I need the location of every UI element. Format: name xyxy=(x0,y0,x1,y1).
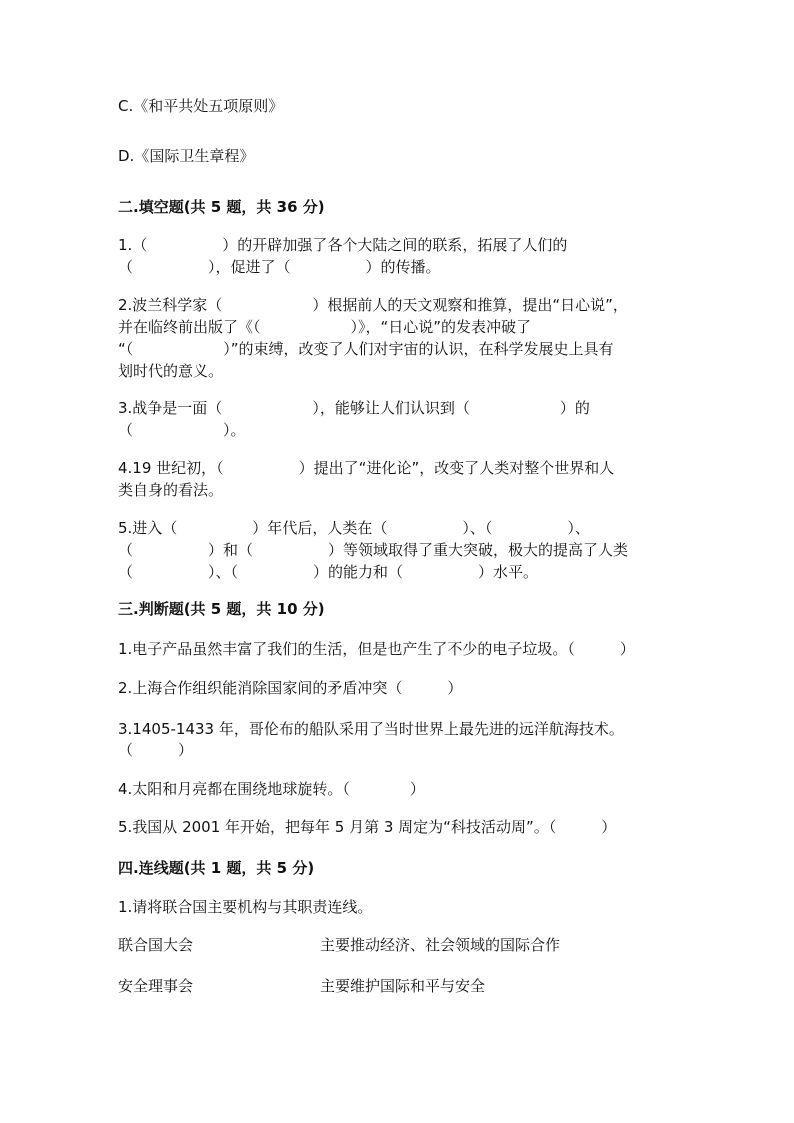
fill-q2-line1: 2.波兰科学家（ ）根据前人的天文观察和推算，提出“日心说”， xyxy=(118,296,628,314)
fill-q2-line4: 划时代的意义。 xyxy=(118,362,224,380)
judge-q2: 2.上海合作组织能消除国家间的矛盾冲突（ ） xyxy=(118,679,463,697)
fill-q5-line2: （ ）和（ ）等领域取得了重大突破，极大的提高了人类 xyxy=(118,541,629,559)
fill-q1-line2: （ ），促进了（ ）的传播。 xyxy=(118,258,441,276)
judge-q4: 4.太阳和月亮都在围绕地球旋转。（ ） xyxy=(118,780,425,798)
fill-q2-line3: “（ ）”的束缚，改变了人们对宇宙的认识，在科学发展史上具有 xyxy=(118,340,614,358)
match-left-1: 联合国大会 xyxy=(118,936,194,954)
option-d: D.《国际卫生章程》 xyxy=(118,147,255,165)
judge-q5: 5.我国从 2001 年开始，把每年 5 月第 3 周定为“科技活动周”。（ ） xyxy=(118,818,617,836)
match-left-2: 安全理事会 xyxy=(118,977,194,995)
judge-q3-line2: （ ） xyxy=(118,741,194,759)
option-c: C.《和平共处五项原则》 xyxy=(118,97,284,115)
fill-q5-line1: 5.进入（ ）年代后，人类在（ ）、（ ）、 xyxy=(118,519,590,537)
judge-q1: 1.电子产品虽然丰富了我们的生活，但是也产生了不少的电子垃圾。（ ） xyxy=(118,640,635,658)
section3-heading: 三.判断题(共 5 题，共 10 分) xyxy=(118,600,325,618)
fill-q4-line1: 4.19 世纪初，（ ）提出了“进化论”，改变了人类对整个世界和人 xyxy=(118,459,615,477)
fill-q3-line2: （ ）。 xyxy=(118,421,246,439)
fill-q4-line2: 类自身的看法。 xyxy=(118,481,224,499)
section2-heading: 二.填空题(共 5 题，共 36 分) xyxy=(118,198,325,216)
fill-q5-line3: （ ）、（ ）的能力和（ ）水平。 xyxy=(118,563,539,581)
match-right-2: 主要维护国际和平与安全 xyxy=(320,977,486,995)
fill-q1-line1: 1.（ ）的开辟加强了各个大陆之间的联系，拓展了人们的 xyxy=(118,236,568,254)
match-right-1: 主要推动经济、社会领域的国际合作 xyxy=(320,936,561,954)
section4-heading: 四.连线题(共 1 题，共 5 分) xyxy=(118,859,315,877)
fill-q3-line1: 3.战争是一面（ ），能够让人们认识到（ ）的 xyxy=(118,399,590,417)
match-q1: 1.请将联合国主要机构与其职责连线。 xyxy=(118,898,373,916)
fill-q2-line2: 并在临终前出版了《（ ）》，“日心说”的发表冲破了 xyxy=(118,318,532,336)
judge-q3-line1: 3.1405-1433 年，哥伦布的船队采用了当时世界上最先进的远洋航海技术。 xyxy=(118,720,624,738)
